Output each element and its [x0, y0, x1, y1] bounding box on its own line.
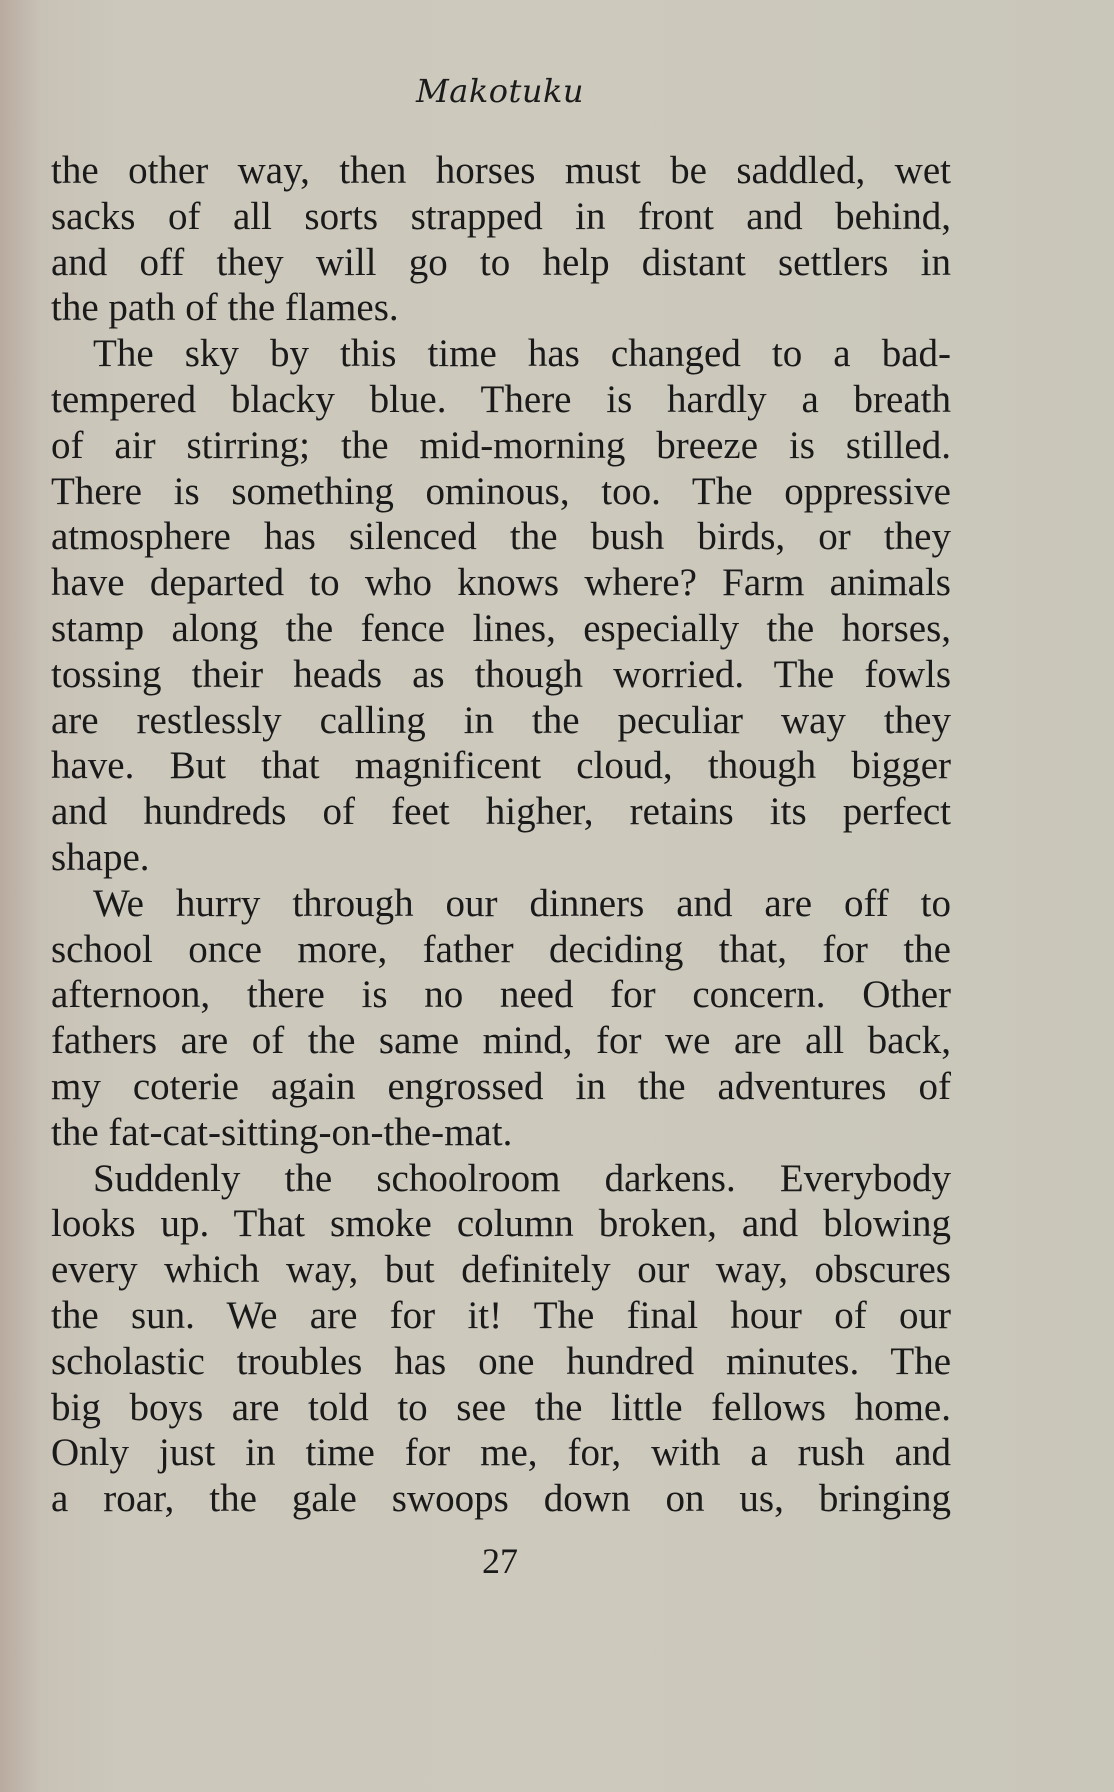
text-line: are restlessly calling in the peculiar way they [51, 698, 951, 742]
text-line: afternoon, there is no need for concern. Other [51, 973, 951, 1017]
text-line: sacks of all sorts strapped in front and behind, [51, 194, 951, 238]
text-line: have departed to who knows where? Farm animals [51, 561, 951, 605]
page-number: 27 [482, 1541, 518, 1581]
text-line: stamp along the fence lines, especially the horses, [51, 606, 951, 650]
text-line: school once more, father deciding that, for the [51, 927, 951, 971]
text-line: Suddenly the schoolroom darkens. Everybody [93, 1156, 951, 1200]
text-line: my coterie again engrossed in the adventures of [51, 1064, 951, 1108]
text-line: big boys are told to see the little fellows home. [51, 1385, 951, 1429]
text-line: the sun. We are for it! The final hour of our [51, 1293, 951, 1337]
text-line: atmosphere has silenced the bush birds, or they [51, 515, 951, 559]
text-line: tossing their heads as though worried. The fowls [51, 652, 951, 696]
text-line: the fat-cat-sitting-on-the-mat. [51, 1110, 513, 1154]
text-line: the other way, then horses must be saddled, wet [51, 149, 951, 192]
text-line: the path of the flames. [51, 286, 399, 330]
text-line: scholastic troubles has one hundred minutes. The [51, 1339, 951, 1383]
text-line: fathers are of the same mind, for we are all back, [51, 1019, 951, 1063]
text-line: and off they will go to help distant settlers in [51, 240, 951, 284]
text-line: of air stirring; the mid-morning breeze is stilled. [51, 423, 951, 467]
text-line: shape. [51, 835, 150, 879]
running-head: Makotuku [416, 72, 584, 110]
text-line: The sky by this time has changed to a bad- [93, 332, 951, 376]
text-line: We hurry through our dinners and are off to [93, 881, 951, 925]
text-line: Only just in time for me, for, with a rush and [51, 1431, 951, 1475]
text-line: have. But that magnificent cloud, though bigger [51, 744, 951, 788]
text-line: looks up. That smoke column broken, and blowing [51, 1202, 951, 1246]
text-line: tempered blacky blue. There is hardly a breath [51, 377, 951, 421]
text-line: There is something ominous, too. The oppressive [51, 469, 951, 513]
body-text [51, 148, 951, 1522]
text-line: a roar, the gale swoops down on us, bringing [51, 1477, 951, 1521]
text-line: and hundreds of feet higher, retains its perfect [51, 790, 951, 834]
text-line: every which way, but definitely our way, obscures [51, 1248, 951, 1292]
